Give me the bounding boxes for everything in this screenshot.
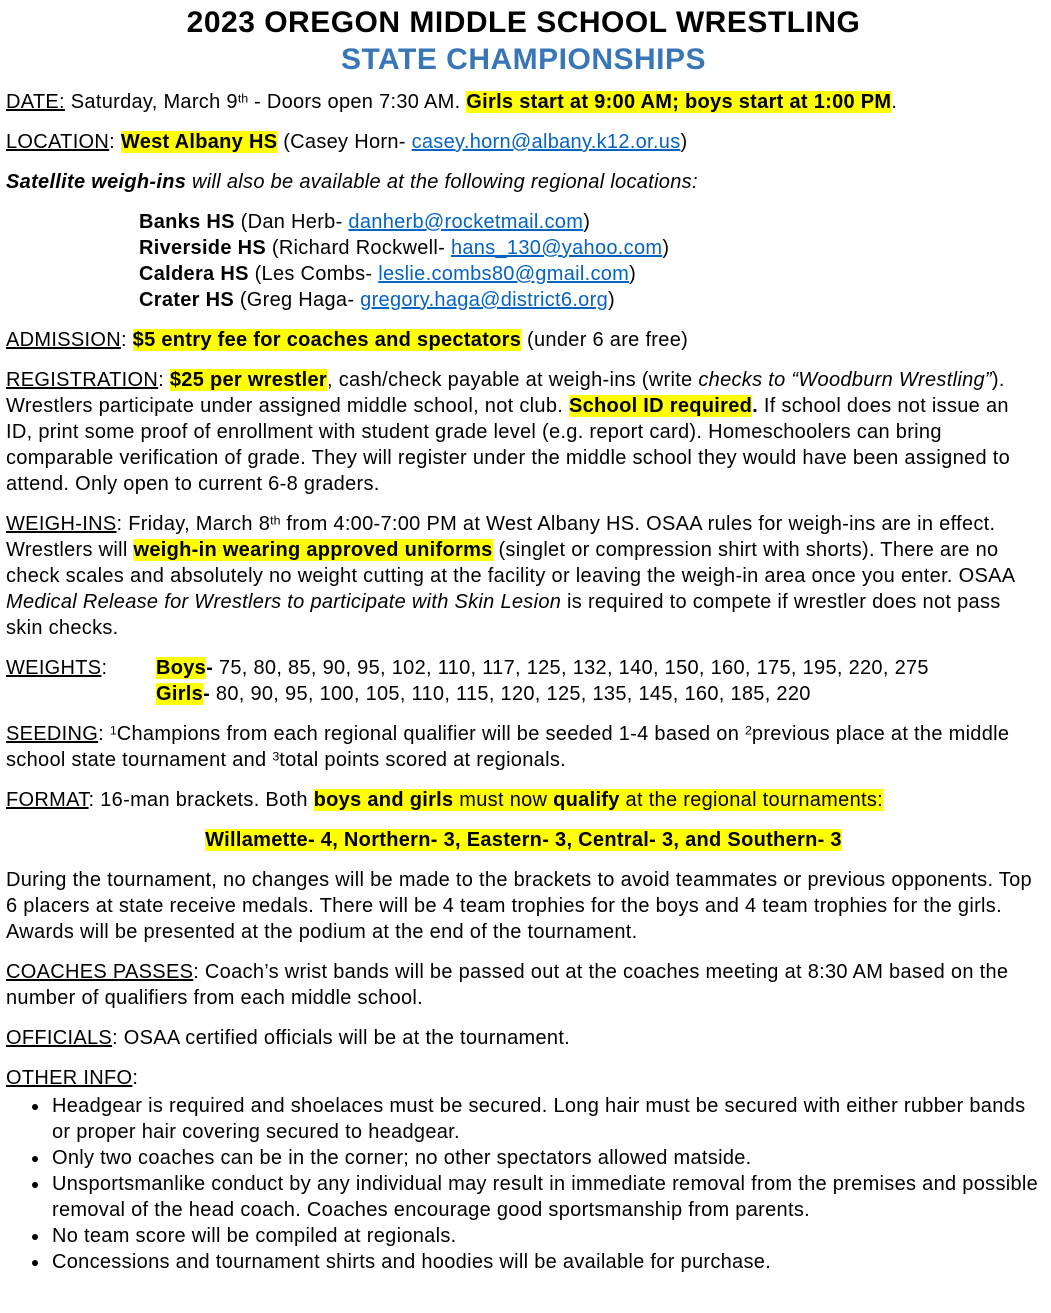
text-run: (under 6 are free) — [521, 329, 689, 351]
text-run: Caldera HS — [139, 263, 249, 285]
text-run: : — [98, 723, 110, 745]
richard-rockwell-email-link[interactable]: hans_130@yahoo.com — [450, 237, 663, 259]
text-run: . — [891, 91, 898, 113]
text-run: 80, 90, 95, 100, 105, 110, 115, 120, 125, 135, 145, 160, 185, 220 — [210, 683, 811, 705]
text-run: Champions from each regional qualifier will be seeded 1-4 based on — [116, 723, 745, 745]
text-run: SEEDING — [6, 723, 99, 745]
other-info-heading — [6, 1065, 1041, 1091]
dan-herb-email-link[interactable]: danherb@rocketmail.com — [348, 211, 584, 233]
text-run: Saturday, March 9 — [64, 91, 238, 113]
weights-boys-line — [156, 655, 929, 681]
regional-allocations-line — [6, 827, 1041, 853]
text-run: will also be available at the following regional locations: — [186, 171, 698, 193]
text-run: (Dan Herb- — [234, 211, 349, 233]
text-run: ADMISSION — [6, 329, 121, 351]
registration-paragraph — [6, 367, 1041, 497]
bullet-item-team-score: • No team score will be compiled at regionals. — [50, 1223, 1041, 1249]
text-run: total points scored at regionals. — [279, 749, 566, 771]
text-run: ) — [583, 211, 591, 233]
text-run: at the regional tournaments: — [619, 789, 884, 811]
text-run: Girls start at 9:00 AM; boys start at 1:00 PM — [466, 91, 892, 113]
text-run: Satellite weigh-ins — [6, 171, 187, 193]
text-run: (Casey Horn- — [277, 131, 412, 153]
satellite-intro-paragraph — [6, 169, 1041, 195]
tournament-notes-paragraph — [6, 867, 1041, 945]
bullet-item-coaches-corner: • Only two coaches can be in the corner; no other spectators allowed matside. — [50, 1145, 1041, 1171]
text-run: (Richard Rockwell- — [266, 237, 451, 259]
text-run: COACHES PASSES — [6, 961, 194, 983]
text-run: previous place at the middle school state tournament and — [6, 723, 1010, 771]
text-run: If school does not issue an ID, print some proof of enrollment with student grade level (e.g. report card). Homeschoolers can bring comparable verification of grade. They will register under the middle school they would have been assigned to attend. Only open to current 6-8 graders. — [6, 395, 1010, 495]
bullet-item-conduct: • Unsportsmanlike conduct by any individual may result in immediate removal from the premises and possible removal of the head coach. Coaches encourage good sportsmanship from parents. — [50, 1171, 1041, 1223]
les-combs-email-link[interactable]: leslie.combs80@gmail.com — [378, 263, 630, 285]
text-run: ) — [680, 131, 688, 153]
text-run: : Friday, March 8 — [116, 513, 271, 535]
date-paragraph — [6, 89, 1041, 115]
text-run: : — [120, 329, 133, 351]
text-run: , cash/check payable at weigh-ins (write — [326, 369, 699, 391]
document-title: 2023 OREGON MIDDLE SCHOOL WRESTLING — [186, 6, 861, 39]
text-run: : 16-man brackets. Both — [88, 789, 314, 811]
text-run: DATE: — [6, 91, 65, 113]
text-run: WEIGHTS — [6, 657, 102, 679]
text-run: : Coach’s wrist bands will be passed out at the coaches meeting at 8:30 AM based on the number of qualifiers from each middle school. — [6, 961, 1009, 1009]
text-run: th — [237, 91, 249, 106]
text-run: REGISTRATION — [6, 369, 159, 391]
text-run: West Albany HS — [120, 131, 278, 153]
admission-paragraph — [6, 327, 1041, 353]
text-run: : — [158, 369, 170, 391]
text-run: FORMAT — [6, 789, 89, 811]
text-run: th — [270, 513, 281, 528]
satellite-location-crater — [139, 287, 1041, 313]
text-run: checks to “Woodburn Wrestling” — [698, 369, 992, 391]
text-run: - — [203, 683, 211, 705]
text-run: Banks HS — [139, 211, 235, 233]
text-run: boys and girls — [313, 789, 454, 811]
document-subtitle: STATE CHAMPIONSHIPS — [340, 43, 707, 76]
weigh-ins-paragraph — [6, 511, 1041, 641]
bullet-item-concessions: • Concessions and tournament shirts and hoodies will be available for purchase. — [50, 1249, 1041, 1275]
text-run: $25 per wrestler — [169, 369, 327, 391]
text-run: Riverside HS — [139, 237, 266, 259]
bullet-item-headgear: • Headgear is required and shoelaces must be secured. Long hair must be secured with either rubber bands or proper hair covering secured to headgear. — [50, 1093, 1041, 1145]
seeding-paragraph — [6, 721, 1041, 773]
text-run: LOCATION — [6, 131, 110, 153]
text-run: weigh-in wearing approved uniforms — [133, 539, 493, 561]
weights-lines — [156, 655, 929, 707]
location-paragraph — [6, 129, 1041, 155]
officials-paragraph — [6, 1025, 1041, 1051]
text-run: During the tournament, no changes will be made to the brackets to avoid teammates or previous opponents. Top 6 placers at state receive medals. There will be 4 team trophies for the boys and 4 team trophies for the girls. Awards will be presented at the podium at the end of the tournament. — [6, 869, 1032, 943]
text-run: - Doors open 7:30 AM. — [248, 91, 467, 113]
satellite-location-riverside — [139, 235, 1041, 261]
greg-haga-email-link[interactable]: gregory.haga@district6.org — [360, 289, 608, 311]
text-run: qualify — [553, 789, 620, 811]
satellite-locations-list — [6, 209, 1041, 313]
casey-horn-email-link[interactable]: casey.horn@albany.k12.or.us — [411, 131, 681, 153]
text-run: : OSAA certified officials will be at the tournament. — [112, 1027, 571, 1049]
text-run: $5 entry fee for coaches and spectators — [132, 329, 522, 351]
text-run: 3 — [272, 749, 280, 764]
text-run: Medical Release for Wrestlers to participate with Skin Lesion — [6, 591, 562, 613]
text-run: Willamette- 4, Northern- 3, Eastern- 3, Central- 3, and Southern- 3 — [205, 829, 842, 851]
text-run: Boys — [156, 657, 207, 679]
coaches-passes-paragraph — [6, 959, 1041, 1011]
satellite-location-banks — [139, 209, 1041, 235]
weights-section — [6, 655, 1041, 707]
text-run: : — [101, 657, 108, 679]
weights-girls-line — [156, 681, 929, 707]
text-run: . — [752, 395, 759, 417]
text-run: must now — [453, 789, 554, 811]
text-run: ) — [662, 237, 670, 259]
text-run: 2 — [744, 723, 752, 738]
text-run: from 4:00-7:00 PM at West Albany HS. OSAA rules for weigh-ins are in effect. Wrestlers will — [6, 513, 996, 561]
text-run: 1 — [109, 723, 117, 738]
text-run: 75, 80, 85, 90, 95, 102, 110, 117, 125, 132, 140, 150, 160, 175, 195, 220, 275 — [213, 657, 929, 679]
text-run: (Les Combs- — [248, 263, 379, 285]
text-run: ) — [608, 289, 615, 311]
text-run: ) — [629, 263, 637, 285]
text-run: Girls — [156, 683, 204, 705]
text-run: WEIGH-INS — [6, 513, 117, 535]
weights-label — [6, 655, 156, 707]
text-run: (Greg Haga- — [233, 289, 361, 311]
text-run: is required to compete if wrestler does not pass skin checks. — [6, 591, 1001, 639]
text-run: : — [109, 131, 121, 153]
text-run: (singlet or compression shirt with shorts). There are no check scales and absolutely no weight cutting at the facility or leaving the weigh-in area once you enter. OSAA — [6, 539, 1015, 587]
document-header — [6, 4, 1041, 78]
other-info-bullet-list — [6, 1093, 1041, 1275]
text-run: OFFICIALS — [6, 1027, 113, 1049]
text-run: School ID required — [568, 395, 753, 417]
satellite-location-caldera — [139, 261, 1041, 287]
format-paragraph — [6, 787, 1041, 813]
text-run: OTHER INFO — [6, 1067, 133, 1089]
text-run: : — [132, 1067, 139, 1089]
text-run: ). Wrestlers participate under assigned middle school, not club. — [6, 369, 1005, 417]
text-run: Crater HS — [139, 289, 234, 311]
text-run: - — [206, 657, 214, 679]
